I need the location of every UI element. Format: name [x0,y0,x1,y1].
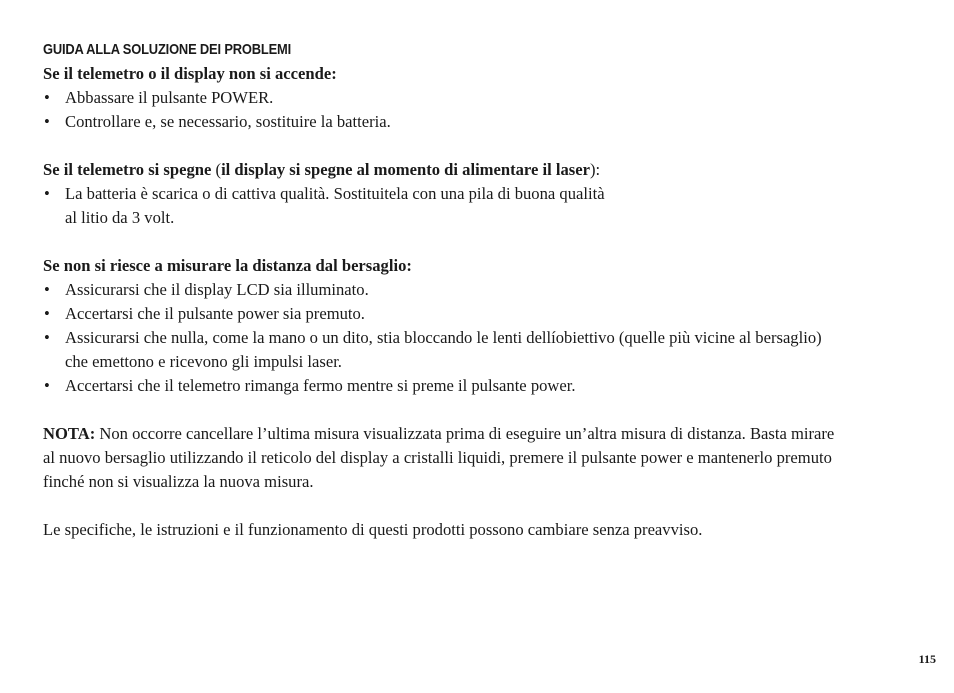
note-line: al nuovo bersaglio utilizzando il reticolo del display a cristalli liquidi, premere il pulsante power e mantenerlo premuto [43,448,832,467]
disclaimer: Le specifiche, le istruzioni e il funzionamento di questi prodotti possono cambiare senza preavviso. [43,520,703,539]
bullet-icon: • [44,376,50,395]
list-item-text: Accertarsi che il pulsante power sia premuto. [65,304,365,323]
bullet-icon: • [44,280,50,299]
section-display-not-on [43,62,923,134]
document-page [43,38,923,542]
section-title-part: Se il telemetro si spegne [43,160,212,179]
section-cannot-measure [43,254,923,398]
bullet-icon: • [44,304,50,323]
bullet-icon: • [44,328,50,347]
note-line: finché non si visualizza la nuova misura. [43,472,314,491]
bullet-icon: • [44,184,50,203]
note-block [43,422,923,494]
list-item [43,278,923,302]
section-title [43,158,923,182]
section-title: Se non si riesce a misurare la distanza dal bersaglio: [43,256,412,275]
note-label: NOTA: [43,424,96,443]
list-item-text: Accertarsi che il telemetro rimanga fermo mentre si preme il pulsante power. [65,376,576,395]
bullet-icon: • [44,88,50,107]
bullet-list [43,86,923,134]
page-number: 115 [918,652,936,666]
page-heading: GUIDA ALLA SOLUZIONE DEI PROBLEMI [43,41,292,58]
list-item-text-continued: che emettono e ricevono gli impulsi laser. [65,352,342,371]
section-rangefinder-turns-off [43,158,923,230]
list-item [43,110,923,134]
section-title: Se il telemetro o il display non si accende: [43,64,337,83]
list-item [43,326,923,374]
note-line [43,422,923,446]
spacer [43,398,923,422]
section-title-part: il display si spegne al momento di alimentare il laser [221,160,590,179]
list-item-text: Abbassare il pulsante POWER. [65,88,274,107]
list-item-text: Assicurarsi che nulla, come la mano o un dito, stia bloccando le lenti dellíobiettivo (quelle più vicine al bersaglio) [65,328,822,347]
list-item-text-continued: al litio da 3 volt. [65,208,175,227]
list-item-text: Assicurarsi che il display LCD sia illuminato. [65,280,369,299]
list-item [43,182,923,230]
list-item-text: La batteria è scarica o di cattiva qualità. Sostituitela con una pila di buona qualità [65,184,605,203]
list-item [43,302,923,326]
spacer [43,134,923,158]
list-item [43,86,923,110]
bullet-list [43,278,923,398]
section-title-part: ( [211,160,222,179]
spacer [43,494,923,518]
list-item-text: Controllare e, se necessario, sostituire la batteria. [65,112,391,131]
spacer [43,230,923,254]
bullet-list [43,182,923,230]
note-text: Non occorre cancellare l’ultima misura visualizzata prima di eseguire un’altra misura di distanza. Basta mirare [95,424,835,443]
bullet-icon: • [44,112,50,131]
list-item [43,374,923,398]
section-title-part: ): [589,160,601,179]
